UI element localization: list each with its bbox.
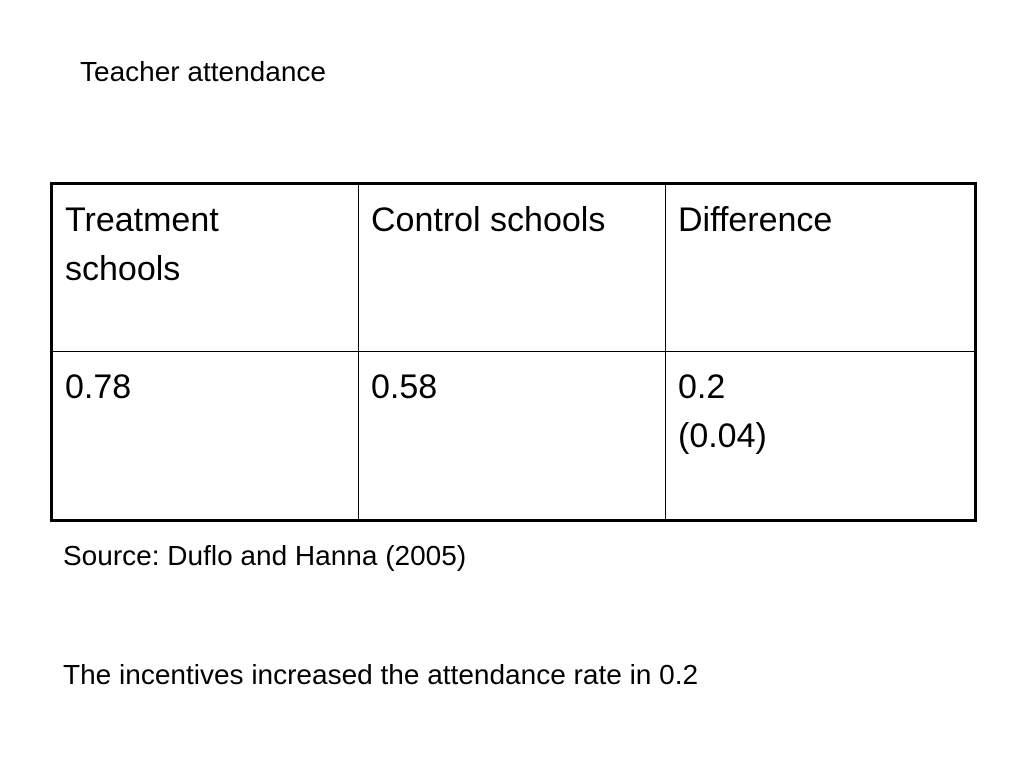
header-cell-control (359, 184, 666, 352)
value-cell-control (359, 352, 666, 521)
header-control-label: Control schools (371, 201, 606, 239)
difference-value: 0.2 (678, 368, 726, 406)
difference-standard-error: (0.04) (678, 417, 767, 455)
source-note: Source: Duflo and Hanna (2005) (63, 540, 467, 571)
control-value: 0.58 (371, 368, 438, 406)
header-cell-treatment (52, 184, 359, 352)
header-difference-label: Difference (678, 201, 833, 239)
value-cell-difference (666, 352, 976, 521)
header-cell-difference (666, 184, 976, 352)
header-treatment-label: Treatment schools (65, 201, 219, 288)
table-value-row (52, 352, 976, 521)
table-header-row (52, 184, 976, 352)
treatment-value: 0.78 (65, 368, 132, 406)
conclusion-text: The incentives increased the attendance rate in 0.2 (63, 659, 699, 690)
attendance-table (50, 182, 977, 522)
slide-title: Teacher attendance (80, 56, 326, 87)
value-cell-treatment (52, 352, 359, 521)
